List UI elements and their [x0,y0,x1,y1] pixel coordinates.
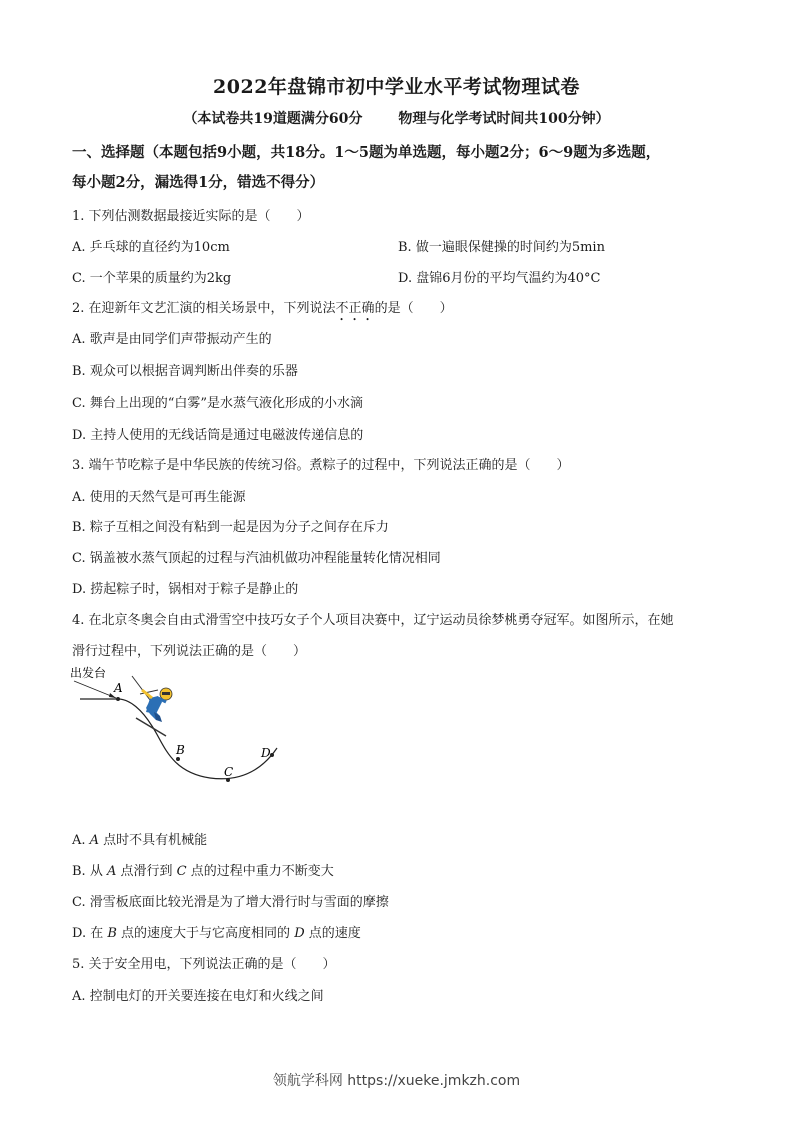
question-1-option-b: B. 做一遍眼保健操的时间约为5min [398,240,605,255]
section-heading-line2: 每小题2分，漏选得1分，错选不得分） [72,174,325,191]
page-title: 2022年盘锦市初中学业水平考试物理试卷 [213,76,580,98]
question-2-option-c: C. 舞台上出现的“白雾”是水蒸气液化形成的小水滴 [72,396,364,411]
exam-info-right: 物理与化学考试时间共100分钟） [398,111,610,127]
point-b-marker [176,757,180,761]
point-a-marker [116,697,120,701]
question-4-stem-line2: 滑行过程中，下列说法正确的是（ ） [72,644,307,659]
question-2-stem-pre: 2. 在迎新年文艺汇演的相关场景中，下列说法 [72,301,336,316]
question-3-option-d: D. 捞起粽子时，锅相对于粽子是静止的 [72,582,299,597]
q4b-var2: C [176,864,187,879]
question-1-option-a: A. 乒乓球的直径约为10cm [72,240,230,255]
q4d-post: 点的速度 [304,926,361,941]
q4a-post: 点时不具有机械能 [99,833,208,848]
ski-slope-figure [70,662,290,787]
question-1-stem: 1. 下列估测数据最接近实际的是（ ） [72,209,310,224]
question-4-stem-line1: 4. 在北京冬奥会自由式滑雪空中技巧女子个人项目决赛中，辽宁运动员徐梦桃勇夺冠军。如图所示，在她 [72,613,674,628]
q4b-post: 点的过程中重力不断变大 [186,864,334,879]
q4a-var: A [89,833,100,848]
skier-illustration [132,676,172,736]
question-2-option-a: A. 歌声是由同学们声带振动产生的 [72,332,272,347]
question-1-option-d: D. 盘锦6月份的平均气温约为40°C [398,271,601,286]
question-2-emphasis: 不正确 [335,301,375,316]
point-d-label: D [261,746,271,760]
q4b-pre: B. 从 [72,864,107,879]
q4a-pre: A. [72,833,90,848]
question-4-option-c: C. 滑雪板底面比较光滑是为了增大滑行时与雪面的摩擦 [72,895,389,910]
exam-info [0,108,793,128]
question-4-option-b [72,860,334,879]
exam-info-left: （本试卷共19道题满分60分 [183,111,363,127]
question-3-option-b: B. 粽子互相之间没有粘到一起是因为分子之间存在斥力 [72,520,389,535]
q4d-var1: B [107,926,117,941]
figure-start-label: 出发台 [70,666,107,680]
question-2-stem-post: 的是（ ） [374,301,453,316]
q4d-var2: D [294,926,305,941]
question-5-option-a: A. 控制电灯的开关要连接在电灯和火线之间 [72,989,324,1004]
question-2-option-d: D. 主持人使用的无线话筒是通过电磁波传递信息的 [72,428,364,443]
question-3-option-c: C. 锅盖被水蒸气顶起的过程与汽油机做功冲程能量转化情况相同 [72,551,441,566]
point-a-label: A [114,681,123,695]
question-4-option-d [72,922,361,941]
question-1-option-c: C. 一个苹果的质量约为2kg [72,271,232,286]
point-c-label: C [224,765,234,779]
point-b-label: B [176,743,185,757]
slope-curve [118,699,277,779]
q4d-pre: D. 在 [72,926,108,941]
q4b-mid: 点滑行到 [116,864,177,879]
question-2-option-b: B. 观众可以根据音调判断出伴奏的乐器 [72,364,298,379]
question-5-stem: 5. 关于安全用电，下列说法正确的是（ ） [72,957,336,972]
question-3-stem: 3. 端午节吃粽子是中华民族的传统习俗。煮粽子的过程中，下列说法正确的是（ ） [72,458,570,473]
footer-watermark: 领航学科网 https://xueke.jmkzh.com [272,1073,521,1089]
question-4-option-a [72,829,207,848]
section-heading-line1: 一、选择题（本题包括9小题，共18分。1～5题为单选题，每小题2分；6～9题为多选题， [72,144,661,161]
q4b-var1: A [106,864,117,879]
q4d-mid: 点的速度大于与它高度相同的 [116,926,295,941]
question-2-stem [72,297,453,324]
question-3-option-a: A. 使用的天然气是可再生能源 [72,490,246,505]
